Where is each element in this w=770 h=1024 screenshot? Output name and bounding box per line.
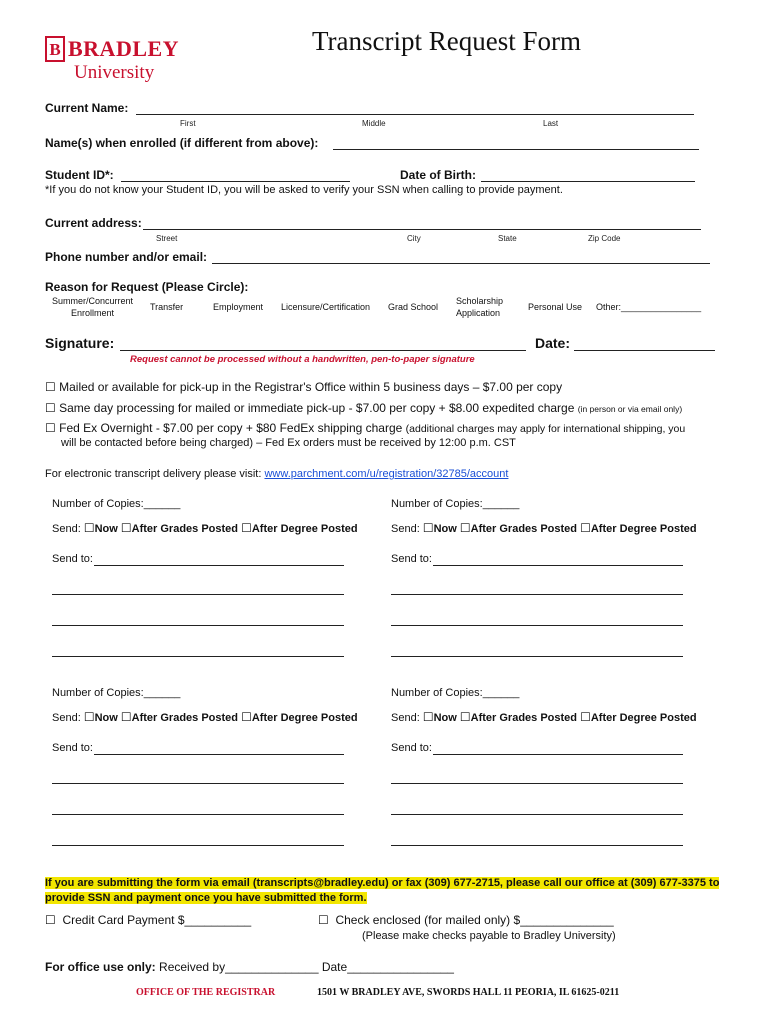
send-to-line[interactable] <box>94 754 344 755</box>
checkbox-icon[interactable]: ☐ <box>422 521 434 535</box>
address-line[interactable] <box>391 783 683 784</box>
state-label: State <box>498 234 517 243</box>
after-grades-label: After Grades Posted <box>470 712 578 724</box>
checkbox-icon[interactable]: ☐ <box>459 710 471 724</box>
address-line[interactable] <box>143 229 701 230</box>
signature-date-label: Date: <box>535 335 571 351</box>
received-by-field[interactable]: Received by______________ <box>159 960 319 974</box>
student-id-line[interactable] <box>121 181 350 182</box>
delivery-option-same-day-note: (in person or via email only) <box>577 404 683 414</box>
after-grades-label: After Grades Posted <box>470 523 578 535</box>
number-of-copies-field[interactable]: Number of Copies:______ <box>391 687 520 699</box>
after-grades-label: After Grades Posted <box>131 523 239 535</box>
checkbox-icon[interactable]: ☐ <box>241 521 252 535</box>
email-fax-notice <box>45 876 727 906</box>
signature-note: Request cannot be processed without a handwritten, pen-to-paper signature <box>130 354 475 365</box>
send-to-line[interactable] <box>433 565 683 566</box>
send-to-label: Send to: <box>391 742 432 754</box>
number-of-copies-field[interactable]: Number of Copies:______ <box>52 687 181 699</box>
send-now-label: Now <box>94 523 118 535</box>
parchment-link[interactable]: www.parchment.com/u/registration/32785/account <box>264 468 509 480</box>
signature-label: Signature: <box>45 335 115 351</box>
reason-option[interactable]: Other:________________ <box>596 302 702 312</box>
electronic-delivery <box>45 468 508 480</box>
after-degree-label: After Degree Posted <box>251 712 358 724</box>
send-label: Send: <box>52 523 81 535</box>
checkbox-icon[interactable]: ☐ <box>241 710 252 724</box>
delivery-option-fedex-label: Fed Ex Overnight - $7.00 per copy + $80 FedEx shipping charge <box>59 421 403 435</box>
checkbox-icon[interactable]: ☐ <box>580 521 591 535</box>
reason-option[interactable]: Transfer <box>150 302 184 312</box>
signature-line[interactable] <box>120 350 526 351</box>
checkbox-icon[interactable]: ☐ <box>459 521 471 535</box>
delivery-option-same-day[interactable] <box>45 401 682 415</box>
checkbox-icon[interactable]: ☐ <box>120 710 132 724</box>
check-option[interactable] <box>318 913 614 927</box>
delivery-option-standard[interactable] <box>45 380 562 394</box>
logo-sub: University <box>74 62 155 83</box>
svg-text:B: B <box>49 40 61 59</box>
after-grades-label: After Grades Posted <box>131 712 239 724</box>
checkbox-icon[interactable]: ☐ <box>83 710 95 724</box>
address-label: Current address: <box>45 216 142 230</box>
checkbox-icon[interactable]: ☐ <box>83 521 95 535</box>
reason-option[interactable]: Summer/Concurrent Enrollment <box>52 296 134 318</box>
contact-label: Phone number and/or email: <box>45 250 208 264</box>
page-title: Transcript Request Form <box>312 26 581 56</box>
delivery-option-standard-label: Mailed or available for pick-up in the Registrar's Office within 5 business days – $7.00 per copy <box>59 380 563 394</box>
number-of-copies-field[interactable]: Number of Copies:______ <box>391 498 520 510</box>
check-note: (Please make checks payable to Bradley University) <box>362 930 616 942</box>
reason-option[interactable]: Licensure/Certification <box>281 302 371 312</box>
signature-date-line[interactable] <box>574 350 715 351</box>
reason-option[interactable]: Scholarship Application <box>456 296 504 318</box>
student-id-label: Student ID*: <box>45 168 114 182</box>
send-now-label: Now <box>433 712 457 724</box>
reason-option[interactable]: Grad School <box>388 302 439 312</box>
checkbox-icon[interactable]: ☐ <box>45 913 56 927</box>
after-degree-label: After Degree Posted <box>590 712 697 724</box>
enrolled-names-line[interactable] <box>333 149 699 150</box>
city-label: City <box>407 234 421 243</box>
contact-line[interactable] <box>212 263 710 264</box>
email-fax-notice-text: If you are submitting the form via email (transcripts@bradley.edu) or fax (309) 677-2715, please call our office at (309) 677-3375 to provide SSN and payment once you have submitted the form. <box>45 877 720 904</box>
after-degree-label: After Degree Posted <box>590 523 697 535</box>
address-line[interactable] <box>391 594 683 595</box>
footer-office: OFFICE OF THE REGISTRAR <box>136 987 276 998</box>
check-label: Check enclosed (for mailed only) $______________ <box>335 913 614 927</box>
electronic-delivery-text: For electronic transcript delivery please visit: <box>45 468 262 480</box>
address-line[interactable] <box>391 656 683 657</box>
dob-line[interactable] <box>481 181 695 182</box>
delivery-option-fedex-note: (additional charges may apply for international shipping, you <box>405 423 686 435</box>
last-label: Last <box>543 119 559 128</box>
zip-label: Zip Code <box>588 234 621 243</box>
send-to-line[interactable] <box>433 754 683 755</box>
send-to-label: Send to: <box>52 742 93 754</box>
reason-option[interactable]: Personal Use <box>528 302 583 312</box>
student-id-note: *If you do not know your Student ID, you will be asked to verify your SSN when calling to provide payment. <box>45 184 563 196</box>
send-options <box>391 521 697 535</box>
office-date-field[interactable]: Date________________ <box>321 960 454 974</box>
current-name-line[interactable] <box>136 114 694 115</box>
current-name-label: Current Name: <box>45 101 129 115</box>
send-label: Send: <box>52 712 81 724</box>
address-line[interactable] <box>391 625 683 626</box>
delivery-option-fedex-cont: will be contacted before being charged) – Fed Ex orders must be received by 12:00 p.m. CST <box>61 437 516 449</box>
send-now-label: Now <box>94 712 118 724</box>
send-now-label: Now <box>433 523 457 535</box>
footer-address: 1501 W BRADLEY AVE, SWORDS HALL 11 PEORIA, IL 61625-0211 <box>317 987 620 998</box>
send-label: Send: <box>391 523 420 535</box>
office-use-label: For office use only: <box>45 960 156 974</box>
checkbox-icon[interactable]: ☐ <box>45 421 56 435</box>
first-label: First <box>180 119 196 128</box>
send-to-label: Send to: <box>52 553 93 565</box>
address-line[interactable] <box>391 814 683 815</box>
delivery-option-same-day-label: Same day processing for mailed or immediate pick-up - $7.00 per copy + $8.00 expedited charge <box>59 401 575 415</box>
credit-card-label: Credit Card Payment $__________ <box>62 913 252 927</box>
logo-main: BRADLEY <box>68 36 180 61</box>
send-label: Send: <box>391 712 420 724</box>
send-options <box>391 710 697 724</box>
address-line[interactable] <box>52 656 344 657</box>
send-to-label: Send to: <box>391 553 432 565</box>
delivery-option-fedex[interactable] <box>45 421 685 435</box>
middle-label: Middle <box>362 119 386 128</box>
street-label: Street <box>156 234 178 243</box>
send-to-line[interactable] <box>94 565 344 566</box>
send-options <box>52 521 358 535</box>
checkbox-icon[interactable]: ☐ <box>580 710 591 724</box>
bradley-logo <box>44 36 194 86</box>
address-line[interactable] <box>52 845 344 846</box>
dob-label: Date of Birth: <box>400 168 476 182</box>
reason-option[interactable]: Employment <box>213 302 264 312</box>
number-of-copies-field[interactable]: Number of Copies:______ <box>52 498 181 510</box>
address-line[interactable] <box>52 783 344 784</box>
after-degree-label: After Degree Posted <box>251 523 358 535</box>
checkbox-icon[interactable]: ☐ <box>120 521 132 535</box>
address-line[interactable] <box>391 845 683 846</box>
reason-label: Reason for Request (Please Circle): <box>45 280 249 294</box>
address-line[interactable] <box>52 625 344 626</box>
checkbox-icon[interactable]: ☐ <box>45 401 56 415</box>
checkbox-icon[interactable]: ☐ <box>318 913 329 927</box>
checkbox-icon[interactable]: ☐ <box>45 380 56 394</box>
office-use <box>45 960 454 974</box>
credit-card-option[interactable] <box>45 913 251 927</box>
enrolled-names-label: Name(s) when enrolled (if different from above): <box>45 136 319 150</box>
send-options <box>52 710 358 724</box>
address-line[interactable] <box>52 594 344 595</box>
checkbox-icon[interactable]: ☐ <box>422 710 434 724</box>
bradley-b-icon <box>44 36 66 62</box>
address-line[interactable] <box>52 814 344 815</box>
